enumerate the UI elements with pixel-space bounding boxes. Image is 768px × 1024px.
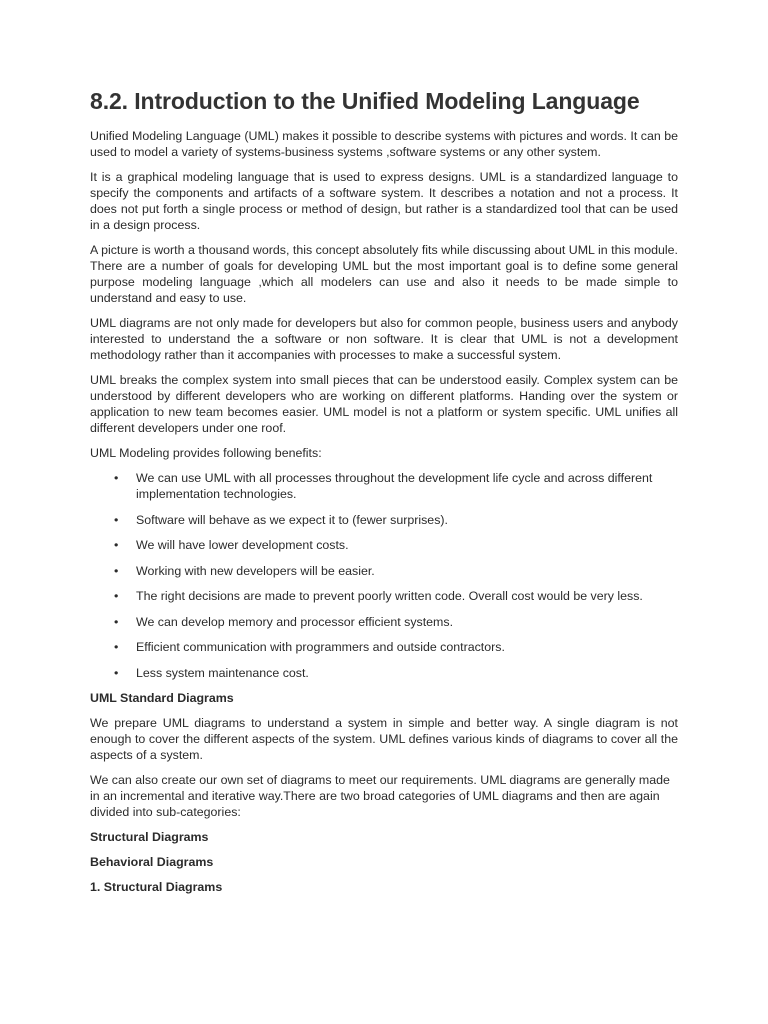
list-item xyxy=(90,614,678,630)
list-item xyxy=(90,563,678,579)
bullet-icon: • xyxy=(114,512,119,527)
bullet-icon: • xyxy=(114,665,119,680)
section-paragraph-1: We prepare UML diagrams to understand a system in simple and better way. A single diagram is not enough to cover the different aspects of the system. UML defines various kinds of diagrams to cover all the aspects of a system. xyxy=(90,716,678,762)
benefits-intro: UML Modeling provides following benefits: xyxy=(90,446,322,460)
list-item xyxy=(90,470,678,502)
intro-paragraph-2: It is a graphical modeling language that is used to express designs. UML is a standardized language to specify the components and artifacts of a software system. It describes a notation and not a process. It does not put forth a single process or method of design, but rather is a standardized tool that can be used in a design process. xyxy=(90,170,678,232)
bullet-icon: • xyxy=(114,614,119,629)
bullet-icon: • xyxy=(114,538,119,552)
bullet-icon: • xyxy=(114,640,119,654)
document-body xyxy=(90,128,678,904)
intro-paragraph-5: UML breaks the complex system into small pieces that can be understood easily. Complex system can be understood by different developers who are working on different platforms. Handing over the system or application to new team becomes easier. UML model is not a platform or system specific. UML unifies all different developers under one roof. xyxy=(90,373,678,435)
subsection-heading: 1. Structural Diagrams xyxy=(90,880,223,894)
bullet-icon: • xyxy=(114,563,119,578)
intro-paragraph-3: A picture is worth a thousand words, this concept absolutely fits while discussing about UML in this module. There are a number of goals for developing UML but the most important goal is to define some general purpose modeling language ,which all modelers can use and also it needs to be made simple to understand and easy to use. xyxy=(90,243,678,305)
list-item-text: Working with new developers will be easier. xyxy=(136,563,375,578)
category-structural: Structural Diagrams xyxy=(90,830,209,844)
section-paragraph-2: We can also create our own set of diagrams to meet our requirements. UML diagrams are generally made in an incremental and iterative way.There are two broad categories of UML diagrams and then are again divided into sub-categories: xyxy=(90,773,670,819)
list-item-text: Less system maintenance cost. xyxy=(136,665,309,680)
list-item xyxy=(90,537,678,553)
benefits-list xyxy=(90,470,678,681)
list-item-text: We will have lower development costs. xyxy=(136,538,349,552)
list-item-text: The right decisions are made to prevent poorly written code. Overall cost would be very less. xyxy=(136,589,643,603)
page-title: 8.2. Introduction to the Unified Modeling Language xyxy=(90,88,640,114)
list-item-text: We can use UML with all processes throughout the development life cycle and across different implementation technologies. xyxy=(136,471,653,501)
list-item xyxy=(90,512,678,528)
category-behavioral: Behavioral Diagrams xyxy=(90,855,214,869)
list-item-text: Software will behave as we expect it to (fewer surprises). xyxy=(136,512,448,527)
list-item xyxy=(90,639,678,655)
intro-paragraph-4: UML diagrams are not only made for developers but also for common people, business users and anybody interested to understand the a software or non software. It is clear that UML is not a development methodology rather than it accompanies with processes to make a successful system. xyxy=(90,316,678,362)
list-item xyxy=(90,665,678,681)
bullet-icon: • xyxy=(114,471,119,485)
list-item-text: We can develop memory and processor efficient systems. xyxy=(136,614,454,629)
intro-paragraph-1: Unified Modeling Language (UML) makes it possible to describe systems with pictures and words. It can be used to model a variety of systems-business systems ,software systems or any other system. xyxy=(90,129,678,159)
list-item-text: Efficient communication with programmers and outside contractors. xyxy=(136,640,505,654)
section-heading: UML Standard Diagrams xyxy=(90,691,234,705)
bullet-icon: • xyxy=(114,589,119,603)
list-item xyxy=(90,588,678,604)
